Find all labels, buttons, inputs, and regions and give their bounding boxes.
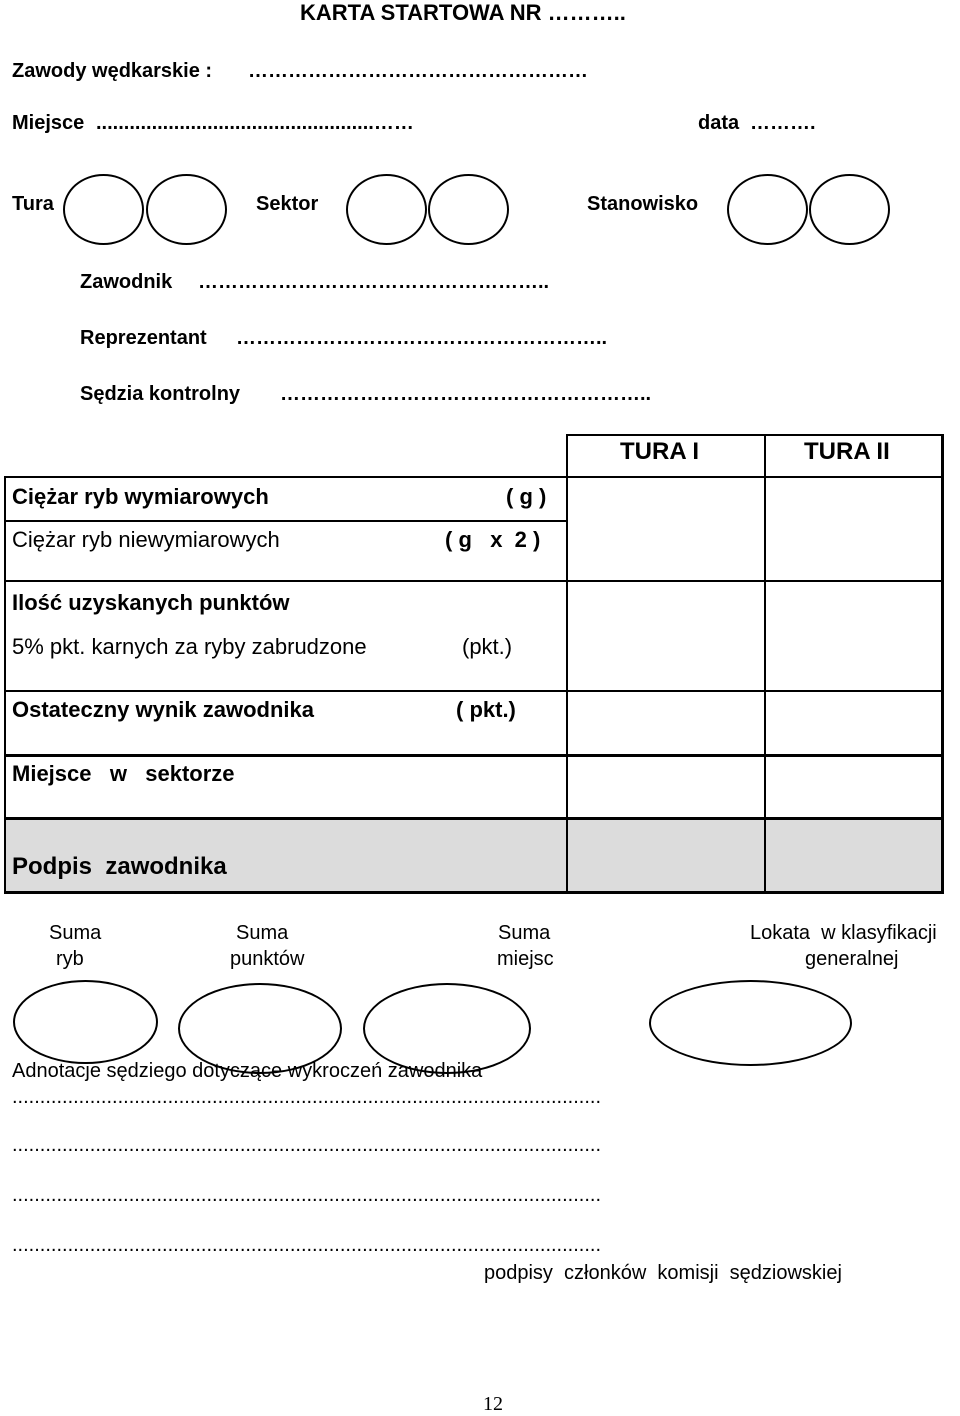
cell-tura1-miejsce[interactable] bbox=[568, 757, 764, 817]
row-label-podpis: Podpis zawodnika bbox=[12, 853, 227, 880]
notes-line-2[interactable]: .......................................................................................................... bbox=[12, 1134, 602, 1156]
cell-tura2-wynik[interactable] bbox=[766, 692, 941, 754]
suma-miejsc-label-2: miejsc bbox=[497, 948, 554, 970]
suma-pkt-label-1: Suma bbox=[236, 922, 289, 944]
row-label-ilosc: Ilość uzyskanych punktów bbox=[12, 590, 290, 615]
cell-tura1-ciezar[interactable] bbox=[568, 478, 764, 580]
cell-tura1-podpis[interactable] bbox=[568, 820, 764, 891]
notes-line-1[interactable]: .......................................................................................................... bbox=[12, 1086, 602, 1108]
sektor-oval-1[interactable] bbox=[346, 174, 427, 245]
sektor-label: Sektor bbox=[256, 193, 319, 215]
stanowisko-oval-2[interactable] bbox=[809, 174, 890, 245]
suma-ryb-label-2: ryb bbox=[56, 948, 84, 970]
lokata-label-2: generalnej bbox=[805, 948, 899, 970]
row-label-ciezar-wym: Ciężar ryb wymiarowych bbox=[12, 484, 269, 509]
cell-tura2-ciezar[interactable] bbox=[766, 478, 941, 580]
tura-label: Tura bbox=[12, 193, 54, 215]
row-border-2 bbox=[4, 520, 568, 522]
suma-miejsc-label-1: Suma bbox=[498, 922, 551, 944]
card-title: KARTA STARTOWA NR ……….. bbox=[300, 0, 626, 25]
unit-ciezar-niewym: ( g x 2 ) bbox=[445, 527, 541, 552]
reprezentant-field[interactable]: ……………………………………………….. bbox=[236, 327, 608, 349]
suma-ryb-oval[interactable] bbox=[13, 980, 158, 1064]
sedzia-field[interactable]: ……………………………………………….. bbox=[280, 383, 652, 405]
zawodnik-field[interactable]: …………………………………………….. bbox=[198, 271, 550, 293]
suma-ryb-label-1: Suma bbox=[49, 922, 102, 944]
lokata-oval[interactable] bbox=[649, 980, 852, 1066]
data-field[interactable]: ………. bbox=[750, 112, 816, 134]
miejsce-field[interactable]: ..................................................…… bbox=[96, 112, 414, 134]
table-bottom-border bbox=[4, 891, 944, 894]
lokata-label-1: Lokata w klasyfikacji bbox=[750, 922, 937, 944]
unit-karne: (pkt.) bbox=[462, 634, 513, 659]
sektor-oval-2[interactable] bbox=[428, 174, 509, 245]
row-border-1 bbox=[4, 476, 568, 478]
col-header-tura-1: TURA I bbox=[620, 438, 700, 465]
unit-wynik: ( pkt.) bbox=[456, 697, 516, 722]
zawodnik-label: Zawodnik bbox=[80, 271, 173, 293]
data-label: data bbox=[698, 112, 740, 134]
stanowisko-oval-1[interactable] bbox=[727, 174, 808, 245]
stanowisko-label: Stanowisko bbox=[587, 193, 699, 215]
cell-tura2-miejsce[interactable] bbox=[766, 757, 941, 817]
signatures-label: podpisy członków komisji sędziowskiej bbox=[484, 1262, 842, 1284]
notes-line-4[interactable]: .......................................................................................................... bbox=[12, 1234, 602, 1256]
cell-tura1-wynik[interactable] bbox=[568, 692, 764, 754]
zawody-label: Zawody wędkarskie : bbox=[12, 60, 213, 82]
zawody-field[interactable]: …………………………………………… bbox=[248, 60, 588, 82]
col-divider-right bbox=[941, 434, 944, 894]
cell-tura2-podpis[interactable] bbox=[766, 820, 941, 891]
row-label-miejsce-sektor: Miejsce w sektorze bbox=[12, 761, 235, 786]
suma-pkt-label-2: punktów bbox=[230, 948, 305, 970]
table-left-border bbox=[4, 476, 6, 894]
cell-tura1-punkty[interactable] bbox=[568, 582, 764, 690]
unit-ciezar-wym: ( g ) bbox=[506, 484, 547, 509]
table-top-border bbox=[566, 434, 944, 436]
cell-tura2-punkty[interactable] bbox=[766, 582, 941, 690]
row-label-karne: 5% pkt. karnych za ryby zabrudzone bbox=[12, 634, 367, 659]
col-header-tura-2: TURA II bbox=[804, 438, 890, 465]
notes-label: Adnotacje sędziego dotyczące wykroczeń zawodnika bbox=[12, 1060, 483, 1082]
tura-oval-1[interactable] bbox=[63, 174, 144, 245]
reprezentant-label: Reprezentant bbox=[80, 327, 207, 349]
notes-line-3[interactable]: .......................................................................................................... bbox=[12, 1184, 602, 1206]
sedzia-label: Sędzia kontrolny bbox=[80, 383, 241, 405]
page-number: 12 bbox=[483, 1393, 503, 1415]
tura-oval-2[interactable] bbox=[146, 174, 227, 245]
row-label-ciezar-niewym: Ciężar ryb niewymiarowych bbox=[12, 527, 280, 552]
row-label-wynik: Ostateczny wynik zawodnika bbox=[12, 697, 314, 722]
miejsce-label: Miejsce bbox=[12, 112, 85, 134]
